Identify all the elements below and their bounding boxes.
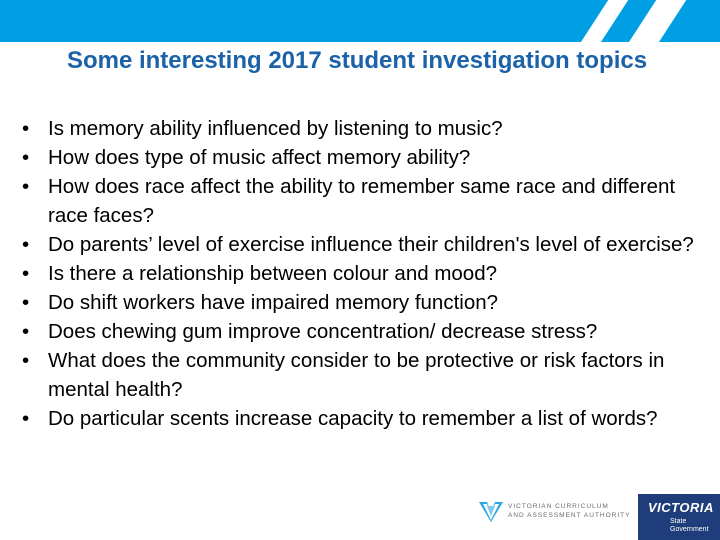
topic-text: Do particular scents increase capacity to remember a list of words?: [48, 407, 658, 430]
topic-text: Does chewing gum improve concentration/ decrease stress?: [48, 320, 598, 343]
topic-item: [22, 143, 702, 172]
bullet-icon: •: [22, 117, 30, 140]
topic-text: Do shift workers have impaired memory function?: [48, 291, 499, 314]
footer-logos: [470, 492, 720, 540]
topic-item: [22, 172, 702, 230]
topic-item: [22, 346, 702, 404]
bullet-icon: •: [22, 407, 30, 430]
topic-item: [22, 404, 702, 433]
topic-text: Do parents’ level of exercise influence their children's level of exercise?: [48, 233, 694, 256]
bullet-icon: •: [22, 146, 30, 169]
bullet-icon: •: [22, 233, 30, 256]
topic-text: Is memory ability influenced by listening to music?: [48, 117, 503, 140]
header-stripe: [617, 0, 692, 42]
vcaa-logo-text: VICTORIAN CURRICULUM AND ASSESSMENT AUTHORITY: [508, 503, 631, 519]
header-accent-bar: [0, 0, 720, 42]
header-stripe: [569, 0, 634, 42]
topic-list: [22, 114, 702, 433]
bullet-icon: •: [22, 320, 30, 343]
victoria-logo-subtext: State Government: [670, 518, 709, 533]
bullet-icon: •: [22, 291, 30, 314]
topic-text: How does race affect the ability to remember same race and different race faces?: [48, 175, 676, 227]
topic-item: [22, 317, 702, 346]
victoria-logo-word: VICTORIA: [648, 500, 714, 515]
bullet-icon: •: [22, 262, 30, 285]
topic-item: [22, 259, 702, 288]
topic-text: What does the community consider to be protective or risk factors in mental health?: [48, 349, 665, 401]
topic-item: [22, 288, 702, 317]
topic-text: Is there a relationship between colour and mood?: [48, 262, 498, 285]
topic-text: How does type of music affect memory ability?: [48, 146, 471, 169]
slide-title: Some interesting 2017 student investigation topics: [66, 47, 648, 74]
topic-item: [22, 230, 702, 259]
vcaa-logo-icon: [478, 498, 504, 524]
bullet-icon: •: [22, 349, 30, 372]
victoria-state-government-logo: [638, 494, 720, 540]
bullet-icon: •: [22, 175, 30, 198]
topic-item: [22, 114, 702, 143]
